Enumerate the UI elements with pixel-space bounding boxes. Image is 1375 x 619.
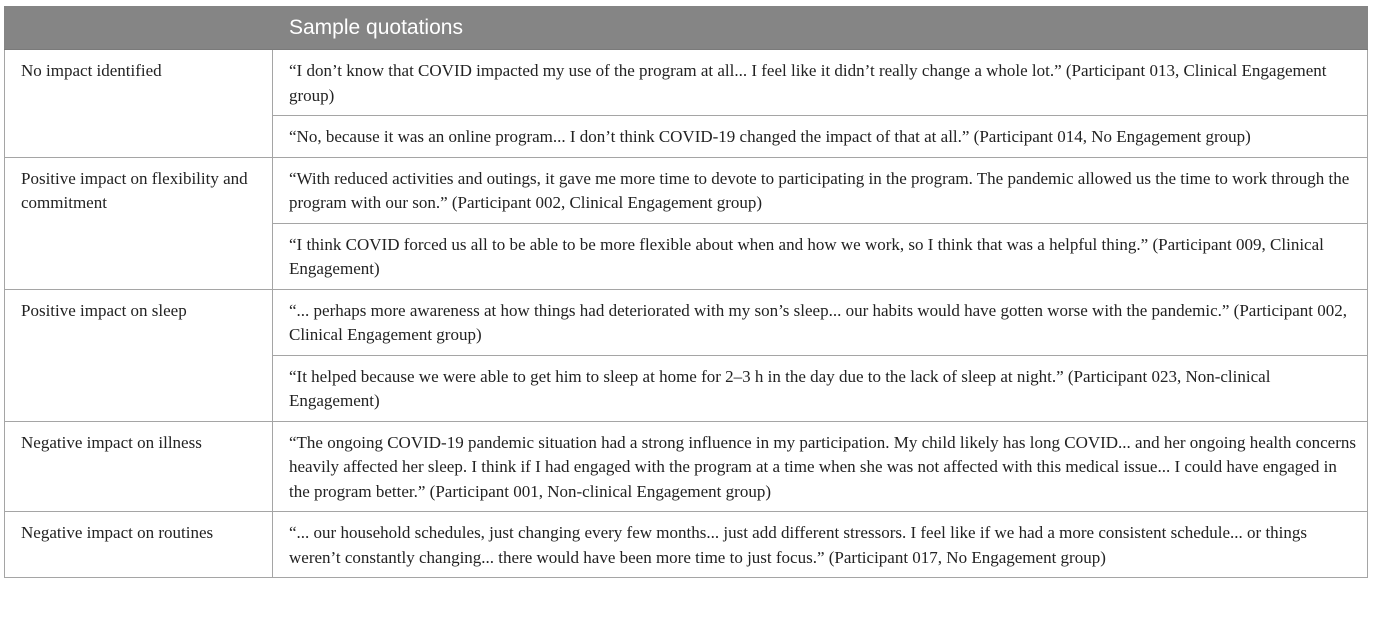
category-cell: Positive impact on flexibility and commitment (5, 157, 273, 289)
category-cell: Negative impact on illness (5, 421, 273, 512)
table-row (5, 289, 1368, 355)
table-row (5, 157, 1368, 223)
table-row (5, 512, 1368, 578)
quotation-cell: “I think COVID forced us all to be able to be more flexible about when and how we work, so I think that was a helpful thing.” (Participant 009, Clinical Engagement) (273, 223, 1368, 289)
quotation-cell: “No, because it was an online program... I don’t think COVID-19 changed the impact of that at all.” (Participant 014, No Engagement group) (273, 116, 1368, 158)
header-row (5, 6, 1368, 50)
category-cell: No impact identified (5, 50, 273, 158)
quotation-cell: “... our household schedules, just changing every few months... just add different stressors. I feel like if we had a more consistent schedule... or things weren’t constantly changing... there would have been more time to just focus.” (Participant 017, No Engagement group) (273, 512, 1368, 578)
quotation-cell: “I don’t know that COVID impacted my use of the program at all... I feel like it didn’t really change a whole lot.” (Participant 013, Clinical Engagement group) (273, 50, 1368, 116)
quotations-table (4, 6, 1368, 578)
quotations-table-container (4, 6, 1367, 578)
table-header (5, 6, 1368, 50)
quotation-cell: “It helped because we were able to get him to sleep at home for 2–3 h in the day due to the lack of sleep at night.” (Participant 023, Non-clinical Engagement) (273, 355, 1368, 421)
category-cell: Negative impact on routines (5, 512, 273, 578)
header-sample-quotations: Sample quotations (273, 6, 1368, 50)
table-body (5, 50, 1368, 578)
quotation-cell: “With reduced activities and outings, it gave me more time to devote to participating in the program. The pandemic allowed us the time to work through the program with our son.” (Participant 002, Clinical Engagement group) (273, 157, 1368, 223)
category-cell: Positive impact on sleep (5, 289, 273, 421)
quotation-cell: “... perhaps more awareness at how things had deteriorated with my son’s sleep... our habits would have gotten worse with the pandemic.” (Participant 002, Clinical Engagement group) (273, 289, 1368, 355)
header-category (5, 6, 273, 50)
quotation-cell: “The ongoing COVID-19 pandemic situation had a strong influence in my participation. My child likely has long COVID... and her ongoing health concerns heavily affected her sleep. I think if I had engaged with the program at a time when she was not affected with this medical issue... I could have engaged in the program better.” (Participant 001, Non-clinical Engagement group) (273, 421, 1368, 512)
table-row (5, 50, 1368, 116)
table-row (5, 421, 1368, 512)
